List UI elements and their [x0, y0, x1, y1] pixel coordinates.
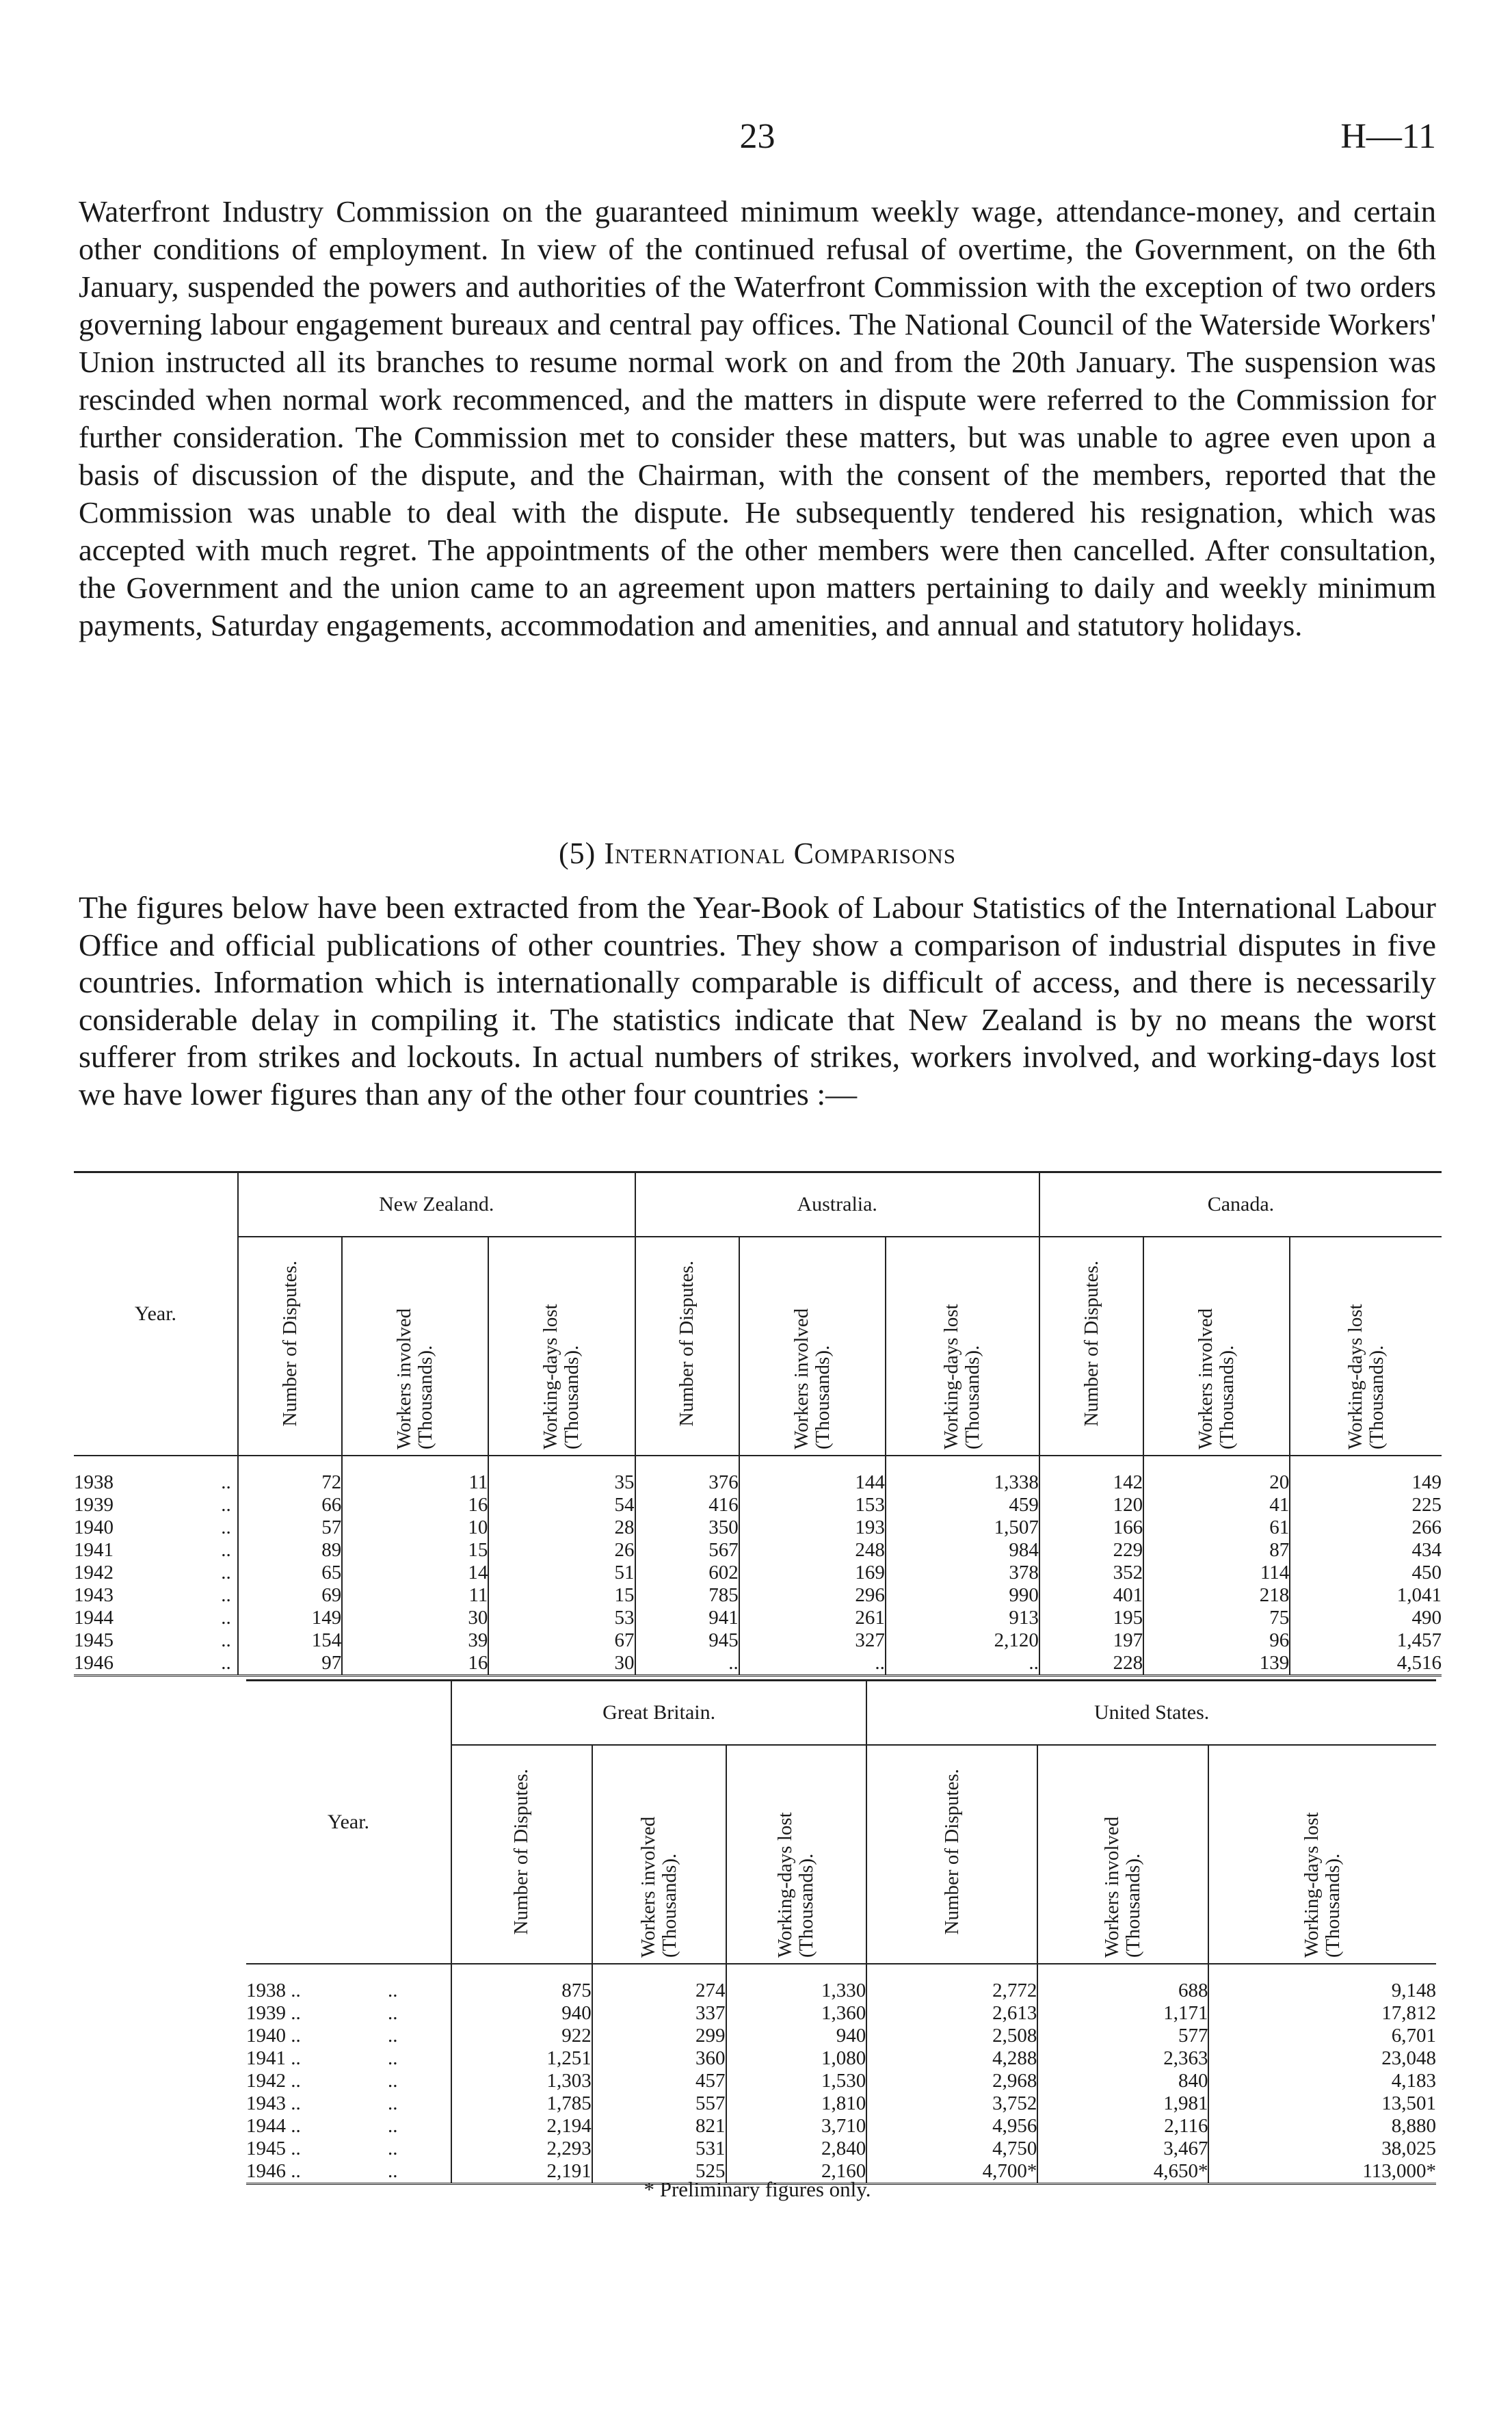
- table-row: [74, 1471, 1442, 1494]
- table-cell: 2,191: [451, 2160, 592, 2184]
- row-year: [74, 1516, 238, 1539]
- row-year: [74, 1494, 238, 1516]
- row-year: [74, 1652, 238, 1676]
- table-cell: 785: [635, 1584, 739, 1607]
- table-cell: 38,025: [1208, 2138, 1436, 2160]
- year-label: 1943 ..: [246, 2092, 301, 2114]
- row-year: [246, 1980, 451, 2002]
- table-cell: 350: [635, 1516, 739, 1539]
- table-cell: 75: [1143, 1607, 1290, 1629]
- row-year: [246, 2002, 451, 2025]
- table-cell: 913: [886, 1607, 1039, 1629]
- group-header-new-zealand: New Zealand.: [238, 1172, 635, 1237]
- leader-dots: ..: [388, 2002, 398, 2024]
- row-year: [74, 1607, 238, 1629]
- table-row: [74, 1562, 1442, 1584]
- table-cell: 35: [488, 1471, 635, 1494]
- year-label: 1943: [74, 1584, 114, 1606]
- table-cell: 296: [739, 1584, 886, 1607]
- leader-dots: ..: [221, 1652, 231, 1674]
- row-year: [74, 1584, 238, 1607]
- table-cell: 89: [238, 1539, 342, 1562]
- col-header-days-lost: Working-days lost (Thousands).: [540, 1304, 583, 1449]
- table-cell: 941: [635, 1607, 739, 1629]
- table-row: [74, 1539, 1442, 1562]
- table-cell: 8,880: [1208, 2115, 1436, 2138]
- disputes-table-nz-australia-canada: [74, 1171, 1442, 1677]
- table-cell: 15: [342, 1539, 488, 1562]
- table-cell: 142: [1039, 1471, 1143, 1494]
- table-cell: 352: [1039, 1562, 1143, 1584]
- year-label: 1944 ..: [246, 2115, 301, 2137]
- table-cell: 376: [635, 1471, 739, 1494]
- table-cell: 940: [726, 2025, 867, 2047]
- table-cell: 195: [1039, 1607, 1143, 1629]
- table-cell: 2,968: [866, 2070, 1037, 2092]
- table-cell: 990: [886, 1584, 1039, 1607]
- year-label: 1941 ..: [246, 2047, 301, 2069]
- table-cell: 299: [592, 2025, 726, 2047]
- table-cell: 67: [488, 1629, 635, 1652]
- table-cell: 229: [1039, 1539, 1143, 1562]
- table-cell: 11: [342, 1471, 488, 1494]
- table-row: [246, 2092, 1436, 2115]
- col-header-workers: Workers involved (Thousands).: [1101, 1816, 1145, 1958]
- table-cell: 525: [592, 2160, 726, 2184]
- table-cell: 114: [1143, 1562, 1290, 1584]
- table-cell: 149: [1290, 1471, 1442, 1494]
- year-label: 1941: [74, 1539, 114, 1561]
- table-row: [246, 2025, 1436, 2047]
- table-cell: 434: [1290, 1539, 1442, 1562]
- table-cell: 3,467: [1037, 2138, 1208, 2160]
- leader-dots: ..: [388, 2025, 398, 2047]
- table-cell: 274: [592, 1980, 726, 2002]
- table-cell: 9,148: [1208, 1980, 1436, 2002]
- table-cell: 2,613: [866, 2002, 1037, 2025]
- table-cell: 3,710: [726, 2115, 867, 2138]
- table-cell: 2,840: [726, 2138, 867, 2160]
- table-cell: 821: [592, 2115, 726, 2138]
- table-cell: 65: [238, 1562, 342, 1584]
- table-cell: 875: [451, 1980, 592, 2002]
- table-cell: 1,171: [1037, 2002, 1208, 2025]
- col-header-workers: Workers involved (Thousands).: [637, 1816, 680, 1958]
- table-cell: 1,507: [886, 1516, 1039, 1539]
- table-cell: 416: [635, 1494, 739, 1516]
- section-heading: [79, 836, 1436, 871]
- table-cell: 10: [342, 1516, 488, 1539]
- section-number: (5): [559, 837, 596, 870]
- table-cell: 1,251: [451, 2047, 592, 2070]
- year-label: 1939 ..: [246, 2002, 301, 2024]
- table-cell: 96: [1143, 1629, 1290, 1652]
- table-cell: 945: [635, 1629, 739, 1652]
- table-cell: 337: [592, 2002, 726, 2025]
- column-header-row: [74, 1237, 1442, 1456]
- table-cell: 120: [1039, 1494, 1143, 1516]
- row-year: [246, 2025, 451, 2047]
- table-cell: 2,772: [866, 1980, 1037, 2002]
- leader-dots: ..: [388, 2115, 398, 2137]
- body-paragraph-comparisons: The figures below have been extracted from the Year-Book of Labour Statistics of the International Labour Office and official publications of other countries. They show a comparison of industrial disputes in five countries. Information which is internationally comparable is difficult of access, and there is necessarily considerable delay in compiling it. The statistics indicate that New Zealand is by no means the worst sufferer from strikes and lockouts. In actual numbers of strikes, workers involved, and working-days lost we have lower figures than any of the other four countries :—: [79, 890, 1436, 1112]
- col-header-workers: Workers involved (Thousands).: [1195, 1308, 1238, 1449]
- table-row: [74, 1494, 1442, 1516]
- row-year: [74, 1471, 238, 1494]
- col-header-disputes: Number of Disputes.: [510, 1768, 533, 1935]
- table-cell: 15: [488, 1584, 635, 1607]
- table-row: [74, 1584, 1442, 1607]
- table-row: [74, 1607, 1442, 1629]
- leader-dots: ..: [388, 2138, 398, 2159]
- table-cell: 169: [739, 1562, 886, 1584]
- table-row: [74, 1516, 1442, 1539]
- table-cell: 13,501: [1208, 2092, 1436, 2115]
- table-cell: 54: [488, 1494, 635, 1516]
- table-cell: 69: [238, 1584, 342, 1607]
- group-header-canada: Canada.: [1039, 1172, 1442, 1237]
- row-year: [246, 2138, 451, 2160]
- year-label: 1945: [74, 1629, 114, 1651]
- table-cell: 4,516: [1290, 1652, 1442, 1676]
- footnote: * Preliminary figures only.: [644, 2177, 871, 2201]
- year-label: 1940 ..: [246, 2025, 301, 2047]
- table-cell: 1,457: [1290, 1629, 1442, 1652]
- col-header-days-lost: Working-days lost (Thousands).: [1301, 1812, 1344, 1958]
- document-code: H—11: [1340, 117, 1436, 156]
- table-cell: 266: [1290, 1516, 1442, 1539]
- table-cell: 14: [342, 1562, 488, 1584]
- table-row: [246, 2115, 1436, 2138]
- table-cell: 57: [238, 1516, 342, 1539]
- table-cell: 940: [451, 2002, 592, 2025]
- table-cell: 567: [635, 1539, 739, 1562]
- table-cell: 97: [238, 1652, 342, 1676]
- col-header-workers: Workers involved (Thousands).: [790, 1308, 834, 1449]
- table-cell: 11: [342, 1584, 488, 1607]
- table-body: [74, 1456, 1442, 1676]
- table-cell: 16: [342, 1494, 488, 1516]
- table-cell: 23,048: [1208, 2047, 1436, 2070]
- table-cell: 2,194: [451, 2115, 592, 2138]
- year-label: 1942 ..: [246, 2070, 301, 2092]
- table-cell: 61: [1143, 1516, 1290, 1539]
- leader-dots: ..: [221, 1516, 231, 1538]
- table-cell: 490: [1290, 1607, 1442, 1629]
- table-cell: 51: [488, 1562, 635, 1584]
- table-cell: 218: [1143, 1584, 1290, 1607]
- table-cell: 457: [592, 2070, 726, 2092]
- leader-dots: ..: [388, 2070, 398, 2092]
- table-cell: 53: [488, 1607, 635, 1629]
- table-cell: 2,120: [886, 1629, 1039, 1652]
- leader-dots: ..: [388, 2047, 398, 2069]
- table-cell: 1,080: [726, 2047, 867, 2070]
- table-cell: 2,293: [451, 2138, 592, 2160]
- leader-dots: ..: [221, 1562, 231, 1583]
- table-cell: 2,116: [1037, 2115, 1208, 2138]
- leader-dots: ..: [388, 2160, 398, 2182]
- year-label: 1945 ..: [246, 2138, 301, 2159]
- year-label: 1940: [74, 1516, 114, 1538]
- col-header-disputes: Number of Disputes.: [940, 1768, 963, 1935]
- table-row: [246, 2070, 1436, 2092]
- year-label: 1939: [74, 1494, 114, 1516]
- year-label: 1942: [74, 1562, 114, 1583]
- table-cell: 401: [1039, 1584, 1143, 1607]
- col-header-disputes: Number of Disputes.: [676, 1260, 698, 1427]
- group-header-united-states: United States.: [866, 1681, 1436, 1746]
- row-year: [246, 2070, 451, 2092]
- table-cell: 459: [886, 1494, 1039, 1516]
- table-cell: 2,508: [866, 2025, 1037, 2047]
- table-cell: 2,363: [1037, 2047, 1208, 2070]
- table-cell: 922: [451, 2025, 592, 2047]
- table-cell: 139: [1143, 1652, 1290, 1676]
- table-cell: 154: [238, 1629, 342, 1652]
- body-paragraph-waterfront: Waterfront Industry Commission on the guaranteed minimum weekly wage, attendance-money, and certain other conditions of employment. In view of the continued refusal of overtime, the Government, on the 6th January, suspended the powers and authorities of the Waterfront Commission with the exception of two orders governing labour engagement bureaux and central pay offices. The National Council of the Waterside Workers' Union instructed all its branches to resume normal work on and from the 20th January. The suspension was rescinded when normal work recommenced, and the matters in dispute were referred to the Commission for further consideration. The Commission met to consider these matters, but was unable to agree even upon a basis of discussion of the dispute, and the Chairman, with the consent of the members, reported that the Commission was unable to deal with the dispute. He subsequently tendered his resignation, which was accepted with much regret. The appointments of the other members were then cancelled. After consultation, the Government and the union came to an agreement upon matters pertaining to daily and weekly minimum payments, Saturday engagements, accommodation and amenities, and annual and statutory holidays.: [79, 194, 1436, 642]
- table-cell: 984: [886, 1539, 1039, 1562]
- table-cell: 197: [1039, 1629, 1143, 1652]
- page-header: [79, 116, 1436, 164]
- table-cell: 149: [238, 1607, 342, 1629]
- table-cell: ..: [635, 1652, 739, 1676]
- table-cell: 4,650*: [1037, 2160, 1208, 2184]
- year-column-header: Year.: [74, 1172, 238, 1456]
- table-cell: 20: [1143, 1471, 1290, 1494]
- page-number: 23: [739, 117, 775, 156]
- leader-dots: ..: [221, 1539, 231, 1561]
- col-header-days-lost: Working-days lost (Thousands).: [1344, 1304, 1388, 1449]
- table-cell: 1,303: [451, 2070, 592, 2092]
- col-header-days-lost: Working-days lost (Thousands).: [940, 1304, 984, 1449]
- table-cell: 1,530: [726, 2070, 867, 2092]
- table-cell: 1,785: [451, 2092, 592, 2115]
- table-cell: 30: [488, 1652, 635, 1676]
- table-cell: 4,183: [1208, 2070, 1436, 2092]
- table-row: [74, 1629, 1442, 1652]
- leader-dots: ..: [388, 2092, 398, 2114]
- leader-dots: ..: [221, 1471, 231, 1493]
- table-cell: 16: [342, 1652, 488, 1676]
- row-year: [246, 2092, 451, 2115]
- col-header-disputes: Number of Disputes.: [1080, 1260, 1102, 1427]
- table-cell: 113,000*: [1208, 2160, 1436, 2184]
- table-row: [246, 2047, 1436, 2070]
- table-cell: 144: [739, 1471, 886, 1494]
- table-cell: 6,701: [1208, 2025, 1436, 2047]
- year-column-header: Year.: [246, 1681, 451, 1964]
- table-cell: 228: [1039, 1652, 1143, 1676]
- leader-dots: ..: [221, 1607, 231, 1629]
- table-cell: 4,750: [866, 2138, 1037, 2160]
- table-cell: 531: [592, 2138, 726, 2160]
- year-label: 1944: [74, 1607, 114, 1629]
- table-cell: 2,160: [726, 2160, 867, 2184]
- table-cell: 1,810: [726, 2092, 867, 2115]
- table-cell: 39: [342, 1629, 488, 1652]
- row-year: [74, 1562, 238, 1584]
- table-cell: 1,338: [886, 1471, 1039, 1494]
- table-cell: 30: [342, 1607, 488, 1629]
- disputes-table-britain-united-states: [246, 1679, 1436, 2185]
- table-cell: 225: [1290, 1494, 1442, 1516]
- table-cell: 41: [1143, 1494, 1290, 1516]
- table-cell: 87: [1143, 1539, 1290, 1562]
- table-cell: 1,981: [1037, 2092, 1208, 2115]
- table-cell: 4,956: [866, 2115, 1037, 2138]
- col-header-workers: Workers involved (Thousands).: [393, 1308, 437, 1449]
- table-cell: 153: [739, 1494, 886, 1516]
- table-cell: 3,752: [866, 2092, 1037, 2115]
- leader-dots: ..: [388, 1980, 398, 2001]
- leader-dots: ..: [221, 1584, 231, 1606]
- leader-dots: ..: [221, 1629, 231, 1651]
- table-cell: 378: [886, 1562, 1039, 1584]
- year-label: 1946 ..: [246, 2160, 301, 2182]
- table-row: [246, 1980, 1436, 2002]
- group-header-great-britain: Great Britain.: [451, 1681, 866, 1746]
- table-cell: ..: [739, 1652, 886, 1676]
- col-header-disputes: Number of Disputes.: [278, 1260, 301, 1427]
- table-cell: 602: [635, 1562, 739, 1584]
- table-row: [246, 2138, 1436, 2160]
- table-cell: 4,700*: [866, 2160, 1037, 2184]
- row-year: [74, 1629, 238, 1652]
- table-row: [246, 2002, 1436, 2025]
- table-cell: 577: [1037, 2025, 1208, 2047]
- table-cell: 360: [592, 2047, 726, 2070]
- row-year: [246, 2115, 451, 2138]
- table-cell: 557: [592, 2092, 726, 2115]
- table-row: [74, 1652, 1442, 1676]
- group-header-australia: Australia.: [635, 1172, 1039, 1237]
- table-cell: 1,360: [726, 2002, 867, 2025]
- table-cell: 327: [739, 1629, 886, 1652]
- table-cell: 193: [739, 1516, 886, 1539]
- table-cell: 450: [1290, 1562, 1442, 1584]
- table-cell: 28: [488, 1516, 635, 1539]
- year-label: 1938 ..: [246, 1980, 301, 2001]
- table-cell: 1,041: [1290, 1584, 1442, 1607]
- table-cell: 166: [1039, 1516, 1143, 1539]
- col-header-days-lost: Working-days lost (Thousands).: [774, 1812, 818, 1958]
- table-cell: 261: [739, 1607, 886, 1629]
- table-cell: 1,330: [726, 1980, 867, 2002]
- table-cell: 248: [739, 1539, 886, 1562]
- year-label: 1938: [74, 1471, 114, 1493]
- table-cell: 840: [1037, 2070, 1208, 2092]
- section-title: International Comparisons: [604, 837, 956, 870]
- table-cell: 688: [1037, 1980, 1208, 2002]
- row-year: [246, 2047, 451, 2070]
- table-cell: 4,288: [866, 2047, 1037, 2070]
- table-cell: 26: [488, 1539, 635, 1562]
- table-cell: 72: [238, 1471, 342, 1494]
- table-body: [246, 1964, 1436, 2184]
- table-cell: ..: [886, 1652, 1039, 1676]
- table-cell: 66: [238, 1494, 342, 1516]
- year-label: 1946: [74, 1652, 114, 1674]
- leader-dots: ..: [221, 1494, 231, 1516]
- table-cell: 17,812: [1208, 2002, 1436, 2025]
- row-year: [74, 1539, 238, 1562]
